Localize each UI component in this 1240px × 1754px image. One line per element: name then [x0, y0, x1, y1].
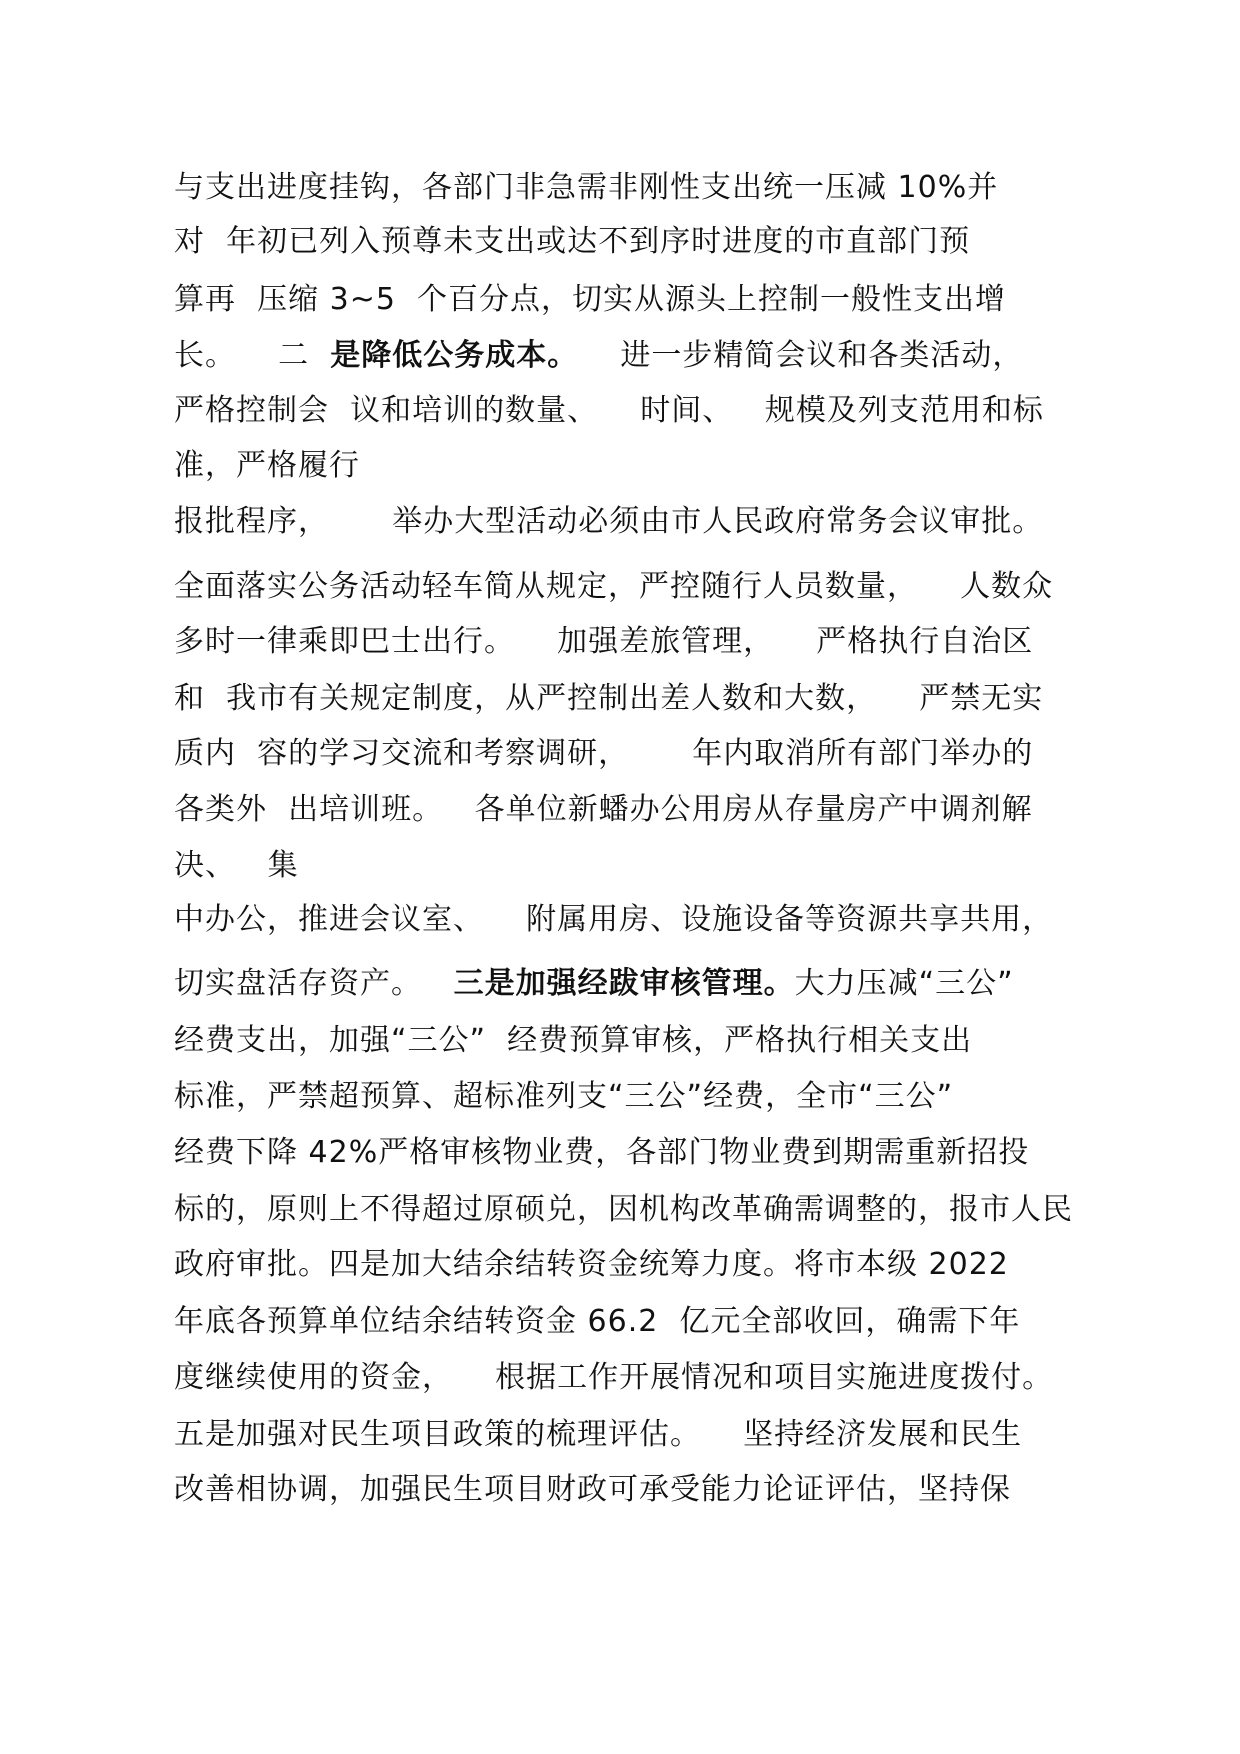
line-4-segment-1: 长。 二 — [174, 338, 331, 373]
text-line-7 — [174, 502, 1043, 542]
text-line-22 — [174, 1358, 1053, 1398]
line-15-segment-3: 大力压减“三公” — [794, 966, 1014, 1001]
line-20-segment-1: 政府审批。四是加大结余结转资金统筹力度。将市本级 2022 — [174, 1247, 1009, 1282]
line-9-segment-1: 多时一律乘即巴士出行。 加强差旅管理， 严格执行自治区 — [174, 624, 1034, 659]
line-1-segment-1: 与支出进度挂钩，各部门非急需非刚性支出统一压减 10%并 — [174, 170, 999, 205]
line-10-segment-1: 和 我市有关规定制度，从严控制出差人数和大数， 严禁无实 — [174, 681, 1044, 716]
line-15-heading-3: 三是加强经跋审核管理。 — [453, 966, 795, 1001]
line-12-segment-1: 各类外 出培训班。 各单位新蟠办公用房从存量房产中调剂解 — [174, 792, 1033, 827]
line-18-segment-1: 经费下降 42%严格审核物业费，各部门物业费到期需重新招投 — [174, 1135, 1030, 1170]
line-21-segment-1: 年底各预算单位结余结转资金 66.2 亿元全部收回，确需下年 — [174, 1304, 1021, 1339]
line-24-segment-1: 改善相协调，加强民生项目财政可承受能力论证评估，坚持保 — [174, 1472, 1011, 1507]
line-4-segment-3: 进一步精简会议和各类活动， — [578, 338, 1024, 373]
line-3-segment-1: 算再 压缩 3~5 个百分点，切实从源头上控制一般性支出增 — [174, 282, 1006, 317]
text-line-4 — [174, 336, 1023, 376]
line-7-segment-1: 报批程序， 举办大型活动必须由市人民政府常务会议审批。 — [174, 504, 1044, 539]
text-line-2 — [174, 222, 970, 262]
text-line-18 — [174, 1133, 1029, 1173]
text-line-5 — [174, 391, 1044, 431]
text-line-19 — [174, 1190, 1073, 1230]
line-16-segment-1: 经费支出，加强“三公” 经费预算审核，严格执行相关支出 — [174, 1023, 973, 1058]
text-line-8 — [174, 567, 1053, 607]
line-13-segment-1: 决、 集 — [174, 848, 299, 883]
text-line-13 — [174, 846, 299, 886]
line-5-segment-1: 严格控制会 议和培训的数量、 时间、 规模及列支范用和标 — [174, 393, 1044, 428]
text-line-21 — [174, 1302, 1020, 1342]
line-11-segment-1: 质内 容的学习交流和考察调研， 年内取消所有部门举办的 — [174, 736, 1034, 771]
text-line-16 — [174, 1021, 972, 1061]
line-22-segment-1: 度继续使用的资金， 根据工作开展情况和项目实施进度拨付。 — [174, 1360, 1054, 1395]
line-14-segment-1: 中办公，推进会议室、 附属用房、设施设备等资源共享共用， — [174, 902, 1054, 937]
line-6-segment-1: 准，严格履行 — [174, 448, 360, 483]
line-2-segment-1: 对 年初已列入预尊未支出或达不到序时进度的市直部门预 — [174, 224, 971, 259]
line-23-segment-1: 五是加强对民生项目政策的梳理评估。 坚持经济发展和民生 — [174, 1417, 1023, 1452]
text-line-3 — [174, 280, 1006, 320]
text-line-15 — [174, 964, 1014, 1004]
text-line-24 — [174, 1470, 1011, 1510]
text-line-11 — [174, 734, 1033, 774]
line-19-segment-1: 标的，原则上不得超过原硕兑，因机构改革确需调整的，报市人民 — [174, 1192, 1073, 1227]
text-line-6 — [174, 446, 360, 486]
text-line-17 — [174, 1077, 953, 1117]
text-line-9 — [174, 622, 1033, 662]
text-line-20 — [174, 1245, 1009, 1285]
line-8-segment-1: 全面落实公务活动轻车简从规定，严控随行人员数量， 人数众 — [174, 569, 1054, 604]
line-15-segment-1: 切实盘活存资产。 — [174, 966, 454, 1001]
text-line-10 — [174, 679, 1043, 719]
line-4-heading-2: 是降低公务成本。 — [330, 338, 579, 373]
text-line-14 — [174, 900, 1053, 940]
line-17-segment-1: 标准，严禁超预算、超标准列支“三公”经费，全市“三公” — [174, 1079, 954, 1114]
text-line-1 — [174, 168, 998, 208]
text-line-23 — [174, 1415, 1022, 1455]
text-line-12 — [174, 790, 1033, 830]
